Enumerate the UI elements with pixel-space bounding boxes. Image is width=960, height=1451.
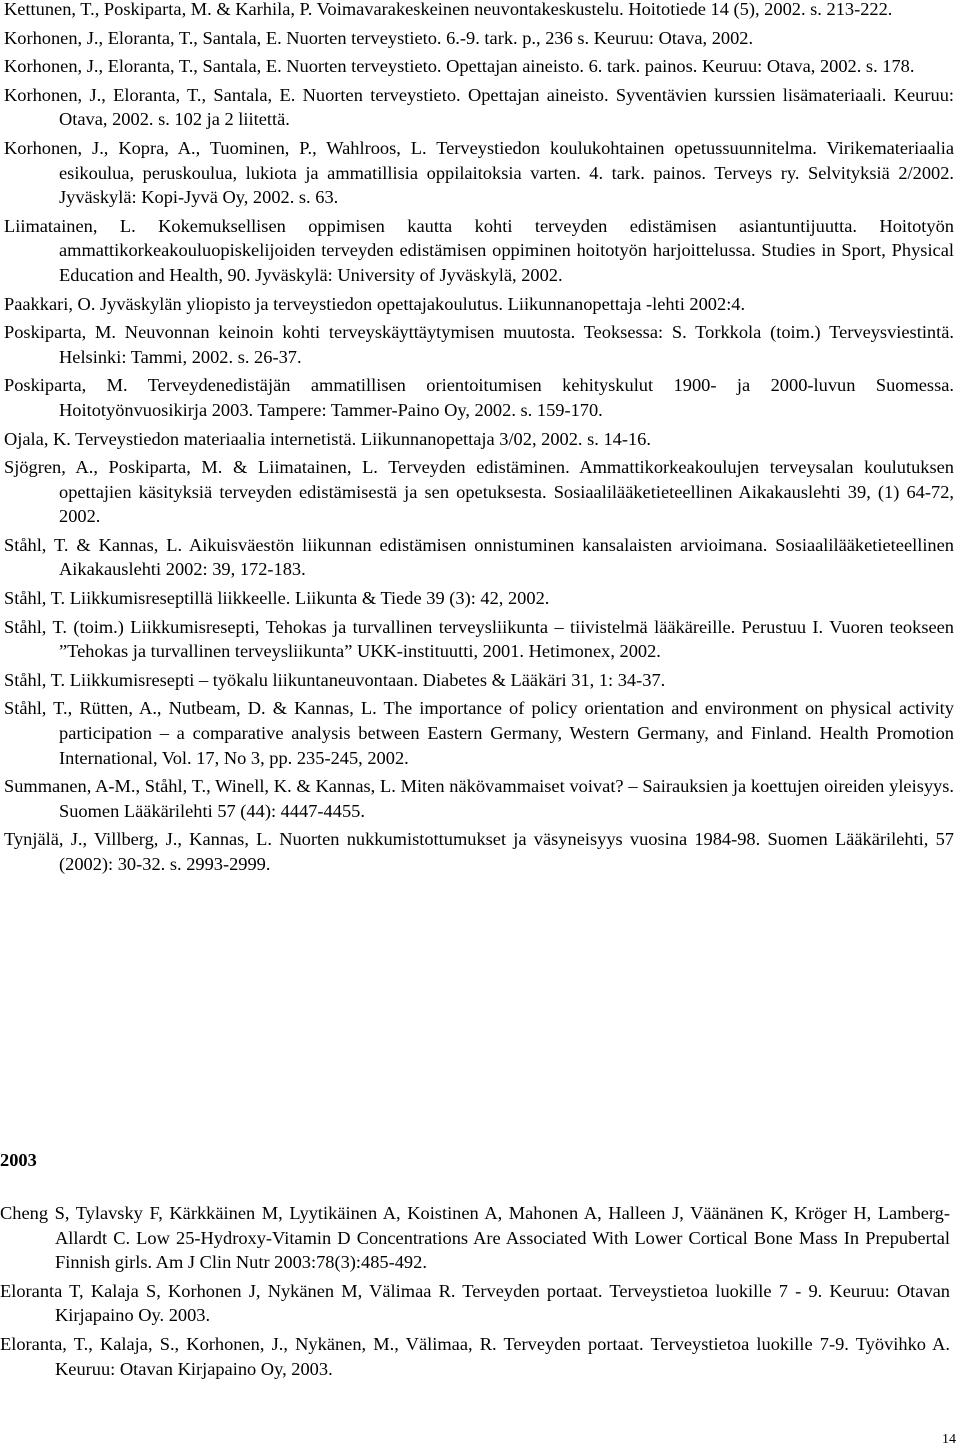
reference-entry: Korhonen, J., Eloranta, T., Santala, E. Nuorten terveystieto. 6.-9. tark. p., 236 s. Keuruu: Otava, 2002. xyxy=(4,27,754,48)
reference-entry: Eloranta T, Kalaja S, Korhonen J, Nykänen M, Välimaa R. Terveyden portaat. Terveystietoa luokille 7 - 9. Keuruu: Otavan Kirjapaino Oy. 2003. xyxy=(0,1280,950,1326)
reference-entry: Tynjälä, J., Villberg, J., Kannas, L. Nuorten nukkumistottumukset ja väsyneisyys vuosina 1984-98. Suomen Lääkärilehti, 57 (2002): 30-32. s. 2993-2999. xyxy=(4,829,954,874)
reference-entry: Ståhl, T. & Kannas, L. Aikuisväestön liikunnan edistämisen onnistuminen kansalaisten arvioimana. Sosiaalilääketieteellinen Aikakauslehti 2002: 39, 172-183. xyxy=(4,534,954,580)
reference-list-2002 xyxy=(4,0,954,877)
reference-entry: Ojala, K. Terveystiedon materiaalia internetistä. Liikunnanopettaja 3/02, 2002. s. 14-16. xyxy=(4,428,651,449)
reference-entry: Liimatainen, L. Kokemuksellisen oppimisen kautta kohti terveyden edistämisen asiantuntijuutta. Hoitotyön ammattikorkeakouluopiskelijoiden terveyden edistämisen oppiminen hoitotyön harjoittelussa. Studies in Sport, Physical Education and Health, 90. Jyväskylä: University of Jyväskylä, 2002. xyxy=(4,215,954,285)
page-number: 14 xyxy=(942,1432,956,1447)
reference-entry: Cheng S, Tylavsky F, Kärkkäinen M, Lyytikäinen A, Koistinen A, Mahonen A, Halleen J, Väänänen K, Kröger H, Lamberg-Allardt C. Low 25-Hydroxy-Vitamin D Concentrations Are Associated With Lower Cortical Bone Mass In Prepubertal Finnish girls. Am J Clin Nutr 2003:78(3):485-492. xyxy=(0,1203,950,1273)
reference-entry: Ståhl, T. Liikkumisreseptillä liikkeelle. Liikunta & Tiede 39 (3): 42, 2002. xyxy=(4,588,550,609)
reference-entry: Poskiparta, M. Neuvonnan keinoin kohti terveyskäyttäytymisen muutosta. Teoksessa: S. Torkkola (toim.) Terveysviestintä. Helsinki: Tammi, 2002. s. 26-37. xyxy=(4,322,954,367)
reference-entry: Korhonen, J., Eloranta, T., Santala, E. Nuorten terveystieto. Opettajan aineisto. 6. tark. painos. Keuruu: Otava, 2002. s. 178. xyxy=(4,56,915,77)
year-heading-2003: 2003 xyxy=(0,1150,37,1170)
reference-entry: Kettunen, T., Poskiparta, M. & Karhila, P. Voimavarakeskeinen neuvontakeskustelu. Hoitotiede 14 (5), 2002. s. 213-222. xyxy=(4,0,893,19)
reference-entry: Paakkari, O. Jyväskylän yliopisto ja terveystiedon opettajakoulutus. Liikunnanopettaja -lehti 2002:4. xyxy=(4,293,746,314)
reference-entry: Ståhl, T. (toim.) Liikkumisresepti, Tehokas ja turvallinen terveysliikunta – tiivistelmä lääkäreille. Perustuu I. Vuoren teokseen ”Tehokas ja turvallinen terveysliikunta” UKK-instituutti, 2001. Hetimonex, 2002. xyxy=(4,616,954,662)
reference-entry: Korhonen, J., Eloranta, T., Santala, E. Nuorten terveystieto. Opettajan aineisto. Syventävien kurssien lisämateriaali. Keuruu: Otava, 2002. s. 102 ja 2 liitettä. xyxy=(4,84,954,130)
reference-entry: Ståhl, T., Rütten, A., Nutbeam, D. & Kannas, L. The importance of policy orientation and environment on physical activity participation – a comparative analysis between Eastern Germany, Western Germany, and Finland. Health Promotion International, Vol. 17, No 3, pp. 235-245, 2002. xyxy=(4,698,954,768)
reference-entry: Korhonen, J., Kopra, A., Tuominen, P., Wahlroos, L. Terveystiedon koulukohtainen opetussuunnitelma. Virikemateriaalia esikoulua, peruskoulua, lukiota ja ammatillisia oppilaitoksia varten. 4. tark. painos. Terveys ry. Selvityksiä 2/2002. Jyväskylä: Kopi-Jyvä Oy, 2002. s. 63. xyxy=(4,137,954,208)
reference-entry: Sjögren, A., Poskiparta, M. & Liimatainen, L. Terveyden edistäminen. Ammattikorkeakoulujen terveysalan koulutuksen opettajien käsityksiä terveyden edistämisestä ja sen opetuksesta. Sosiaalilääketieteellinen Aikakauslehti 39, (1) 64-72, 2002. xyxy=(4,457,954,527)
reference-entry: Poskiparta, M. Terveydenedistäjän ammatillisen orientoitumisen kehityskulut 1900- ja 2000-luvun Suomessa. Hoitotyönvuosikirja 2003. Tampere: Tammer-Paino Oy, 2002. s. 159-170. xyxy=(4,375,954,420)
reference-entry: Summanen, A-M., Ståhl, T., Winell, K. & Kannas, L. Miten näkövammaiset voivat? – Sairauksien ja koettujen oireiden yleisyys. Suomen Lääkärilehti 57 (44): 4447-4455. xyxy=(4,776,954,821)
document-page xyxy=(4,0,954,881)
reference-entry: Ståhl, T. Liikkumisresepti – työkalu liikuntaneuvontaan. Diabetes & Lääkäri 31, 1: 34-37. xyxy=(4,669,666,690)
reference-entry: Eloranta, T., Kalaja, S., Korhonen, J., Nykänen, M., Välimaa, R. Terveyden portaat. Terveystietoa luokille 7-9. Työvihko A. Keuruu: Otavan Kirjapaino Oy, 2003. xyxy=(0,1333,950,1379)
reference-list-2003 xyxy=(0,1201,950,1385)
